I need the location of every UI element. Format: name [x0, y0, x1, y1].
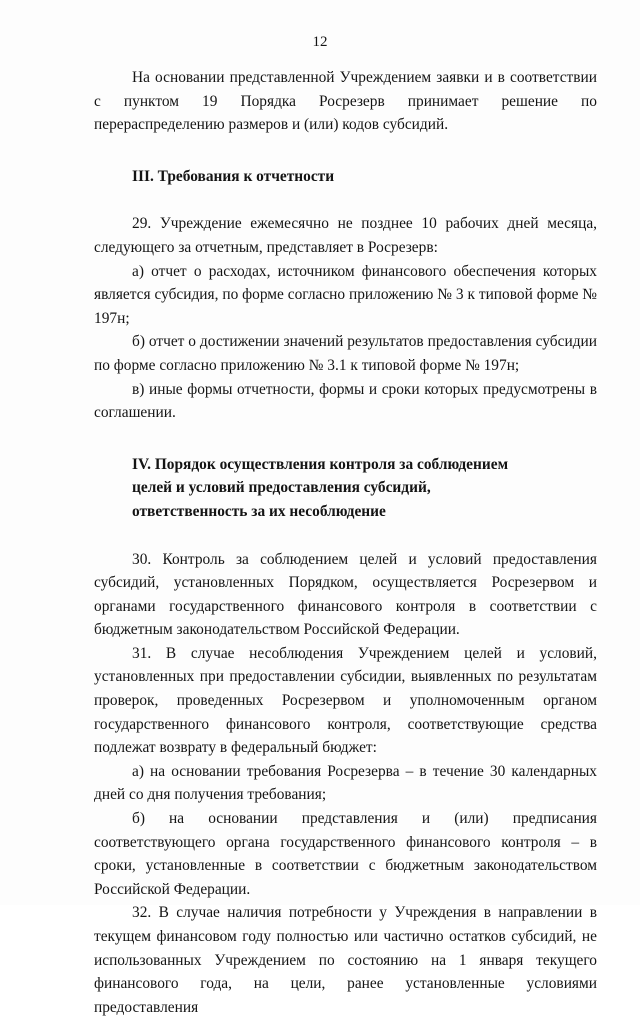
paragraph: в) иные формы отчетности, формы и сроки которых предусмотрены в соглашении.: [94, 380, 597, 422]
paragraph: б) на основании представления и (или) предписания соответствующего органа государственного финансового контроля – в сроки, установленные в соответствии с бюджетным законодательством Российской Федерации.: [94, 810, 597, 898]
paragraph: На основании представленной Учреждением заявки и в соответствии с пунктом 19 Порядка Росрезерв принимает решение по перераспределению размеров и (или) кодов субсидий.: [94, 69, 597, 134]
paragraph: б) отчет о достижении значений результатов предоставления субсидии по форме согласно приложению № 3.1 к типовой форме № 197н;: [94, 333, 597, 374]
section-4-heading-line: IV. Порядок осуществления контроля за соблюдением: [132, 455, 509, 473]
paragraph: 31. В случае несоблюдения Учреждением целей и условий, установленных при предоставлении субсидии, выявленных по результатам проверок, проведенных Росрезервом и уполномоченным органом государственного финансового контроля, соответствующие средства подлежат возврату в федеральный бюджет:: [94, 644, 597, 757]
paragraph: 29. Учреждение ежемесячно не позднее 10 рабочих дней месяца, следующего за отчетным, представляет в Росрезерв:: [94, 215, 597, 256]
section-4-heading: [94, 453, 597, 524]
paragraph: а) отчет о расходах, источником финансового обеспечения которых является субсидия, по форме согласно приложению № 3 к типовой форме № 197н;: [94, 262, 597, 327]
paragraph: 32. В случае наличия потребности у Учреждения в направлении в текущем финансовом году полностью или частично остатков субсидий, не использованных Учреждением по состоянию на 1 января текущего финансового года, на цели, ранее установленные условиями предоставления: [94, 904, 597, 1016]
paragraph: а) на основании требования Росрезерва – в течение 30 календарных дней со дня получения требования;: [94, 762, 597, 804]
section-4-heading-line: целей и условий предоставления субсидий,: [132, 479, 431, 497]
section-3-heading: III. Требования к отчетности: [132, 167, 335, 185]
paragraph: 30. Контроль за соблюдением целей и условий предоставления субсидий, установленных Порядком, осуществляется Росрезервом и органами государственного финансового контроля в соответствии с бюджетным законодательством Российской Федерации.: [94, 550, 597, 639]
page-number: 12: [312, 34, 328, 50]
document-body: [94, 66, 597, 1019]
section-4-heading-line: ответственность за их несоблюдение: [132, 502, 386, 520]
